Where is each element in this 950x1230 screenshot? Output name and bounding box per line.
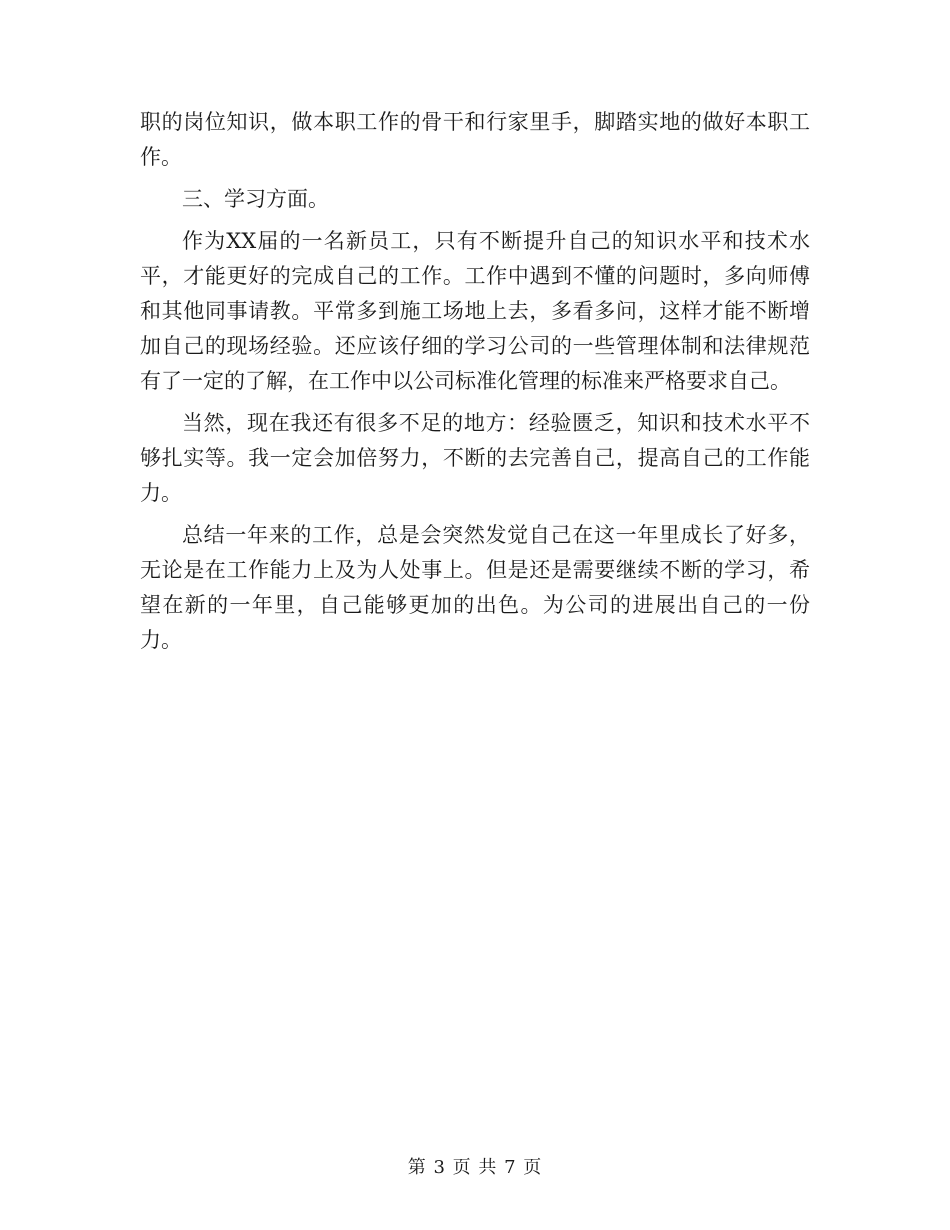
section-heading-study: 三、学习方面。	[182, 187, 329, 211]
paragraph-study: 作为XX届的一名新员工，只有不断提升自己的知识水平和技术水平，才能更好的完成自己的工作。工作中遇到不懂的问题时，多向师傅和其他同事请教。平常多到施工场地上去，多看多问，这样才能不断增加自己的现场经验。还应该仔细的学习公司的一些管理体制和法律规范有了一定的了解，在工作中以公司标准化管理的标准来严格要求自己。	[140, 229, 810, 393]
paragraph-continuation: 职的岗位知识，做本职工作的骨干和行家里手，脚踏实地的做好本职工作。	[140, 110, 810, 169]
document-body	[140, 105, 810, 665]
paragraph-summary: 总结一年来的工作，总是会突然发觉自己在这一年里成长了好多，无论是在工作能力上及为人处事上。但是还是需要继续不断的学习，希望在新的一年里，自己能够更加的出色。为公司的进展出自己的一份力。	[140, 523, 810, 652]
paragraph-shortcomings: 当然，现在我还有很多不足的地方：经验匮乏，知识和技术水平不够扎实等。我一定会加倍努力，不断的去完善自己，提高自己的工作能力。	[140, 411, 810, 505]
page-number: 第 3 页 共 7 页	[407, 1157, 543, 1178]
